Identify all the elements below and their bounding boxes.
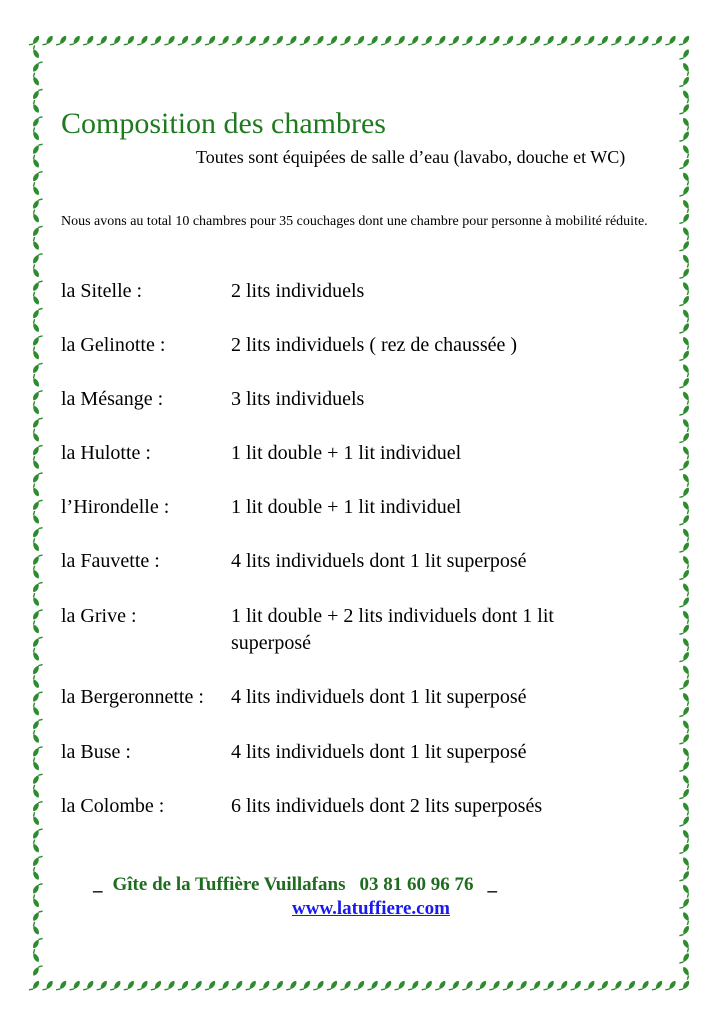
room-beds: 4 lits individuels dont 1 lit superposé bbox=[231, 550, 527, 572]
phone-number: 03 81 60 96 76 bbox=[359, 874, 474, 895]
room-name: la Hulotte : bbox=[61, 442, 151, 464]
footer-prefix: _ bbox=[93, 874, 103, 895]
room-beds: 3 lits individuels bbox=[231, 388, 365, 410]
room-beds: 1 lit double + 1 lit individuel bbox=[231, 496, 462, 518]
room-beds: 1 lit double + 1 lit individuel bbox=[231, 442, 462, 464]
room-beds: 6 lits individuels dont 2 lits superposés bbox=[231, 795, 543, 817]
page-title: Composition des chambres bbox=[61, 107, 386, 140]
room-beds: 2 lits individuels ( rez de chaussée ) bbox=[231, 334, 518, 356]
gite-name: Gîte de la Tuffière Vuillafans bbox=[112, 874, 346, 895]
footer-contact-line bbox=[93, 873, 497, 897]
room-name: la Mésange : bbox=[61, 388, 164, 410]
room-name: la Fauvette : bbox=[61, 550, 160, 572]
subtitle-text: Toutes sont équipées de salle d’eau (lavabo, douche et WC) bbox=[196, 147, 626, 167]
intro-paragraph: Nous avons au total 10 chambres pour 35 couchages dont une chambre pour personne à mobilité réduite. bbox=[61, 214, 648, 229]
room-name: l’Hirondelle : bbox=[61, 496, 170, 518]
room-name: la Gelinotte : bbox=[61, 334, 166, 356]
room-beds: 1 lit double + 2 lits individuels dont 1 lit superposé bbox=[231, 605, 554, 654]
room-name: la Colombe : bbox=[61, 795, 165, 817]
footer-suffix: _ bbox=[487, 874, 497, 895]
room-name: la Sitelle : bbox=[61, 280, 143, 302]
room-beds: 4 lits individuels dont 1 lit superposé bbox=[231, 686, 527, 708]
room-beds: 2 lits individuels bbox=[231, 280, 365, 302]
room-name: la Grive : bbox=[61, 605, 137, 627]
website-link[interactable]: www.latuffiere.com bbox=[292, 898, 450, 919]
room-name: la Buse : bbox=[61, 741, 131, 763]
room-name: la Bergeronnette : bbox=[61, 686, 204, 708]
room-beds: 4 lits individuels dont 1 lit superposé bbox=[231, 741, 527, 763]
